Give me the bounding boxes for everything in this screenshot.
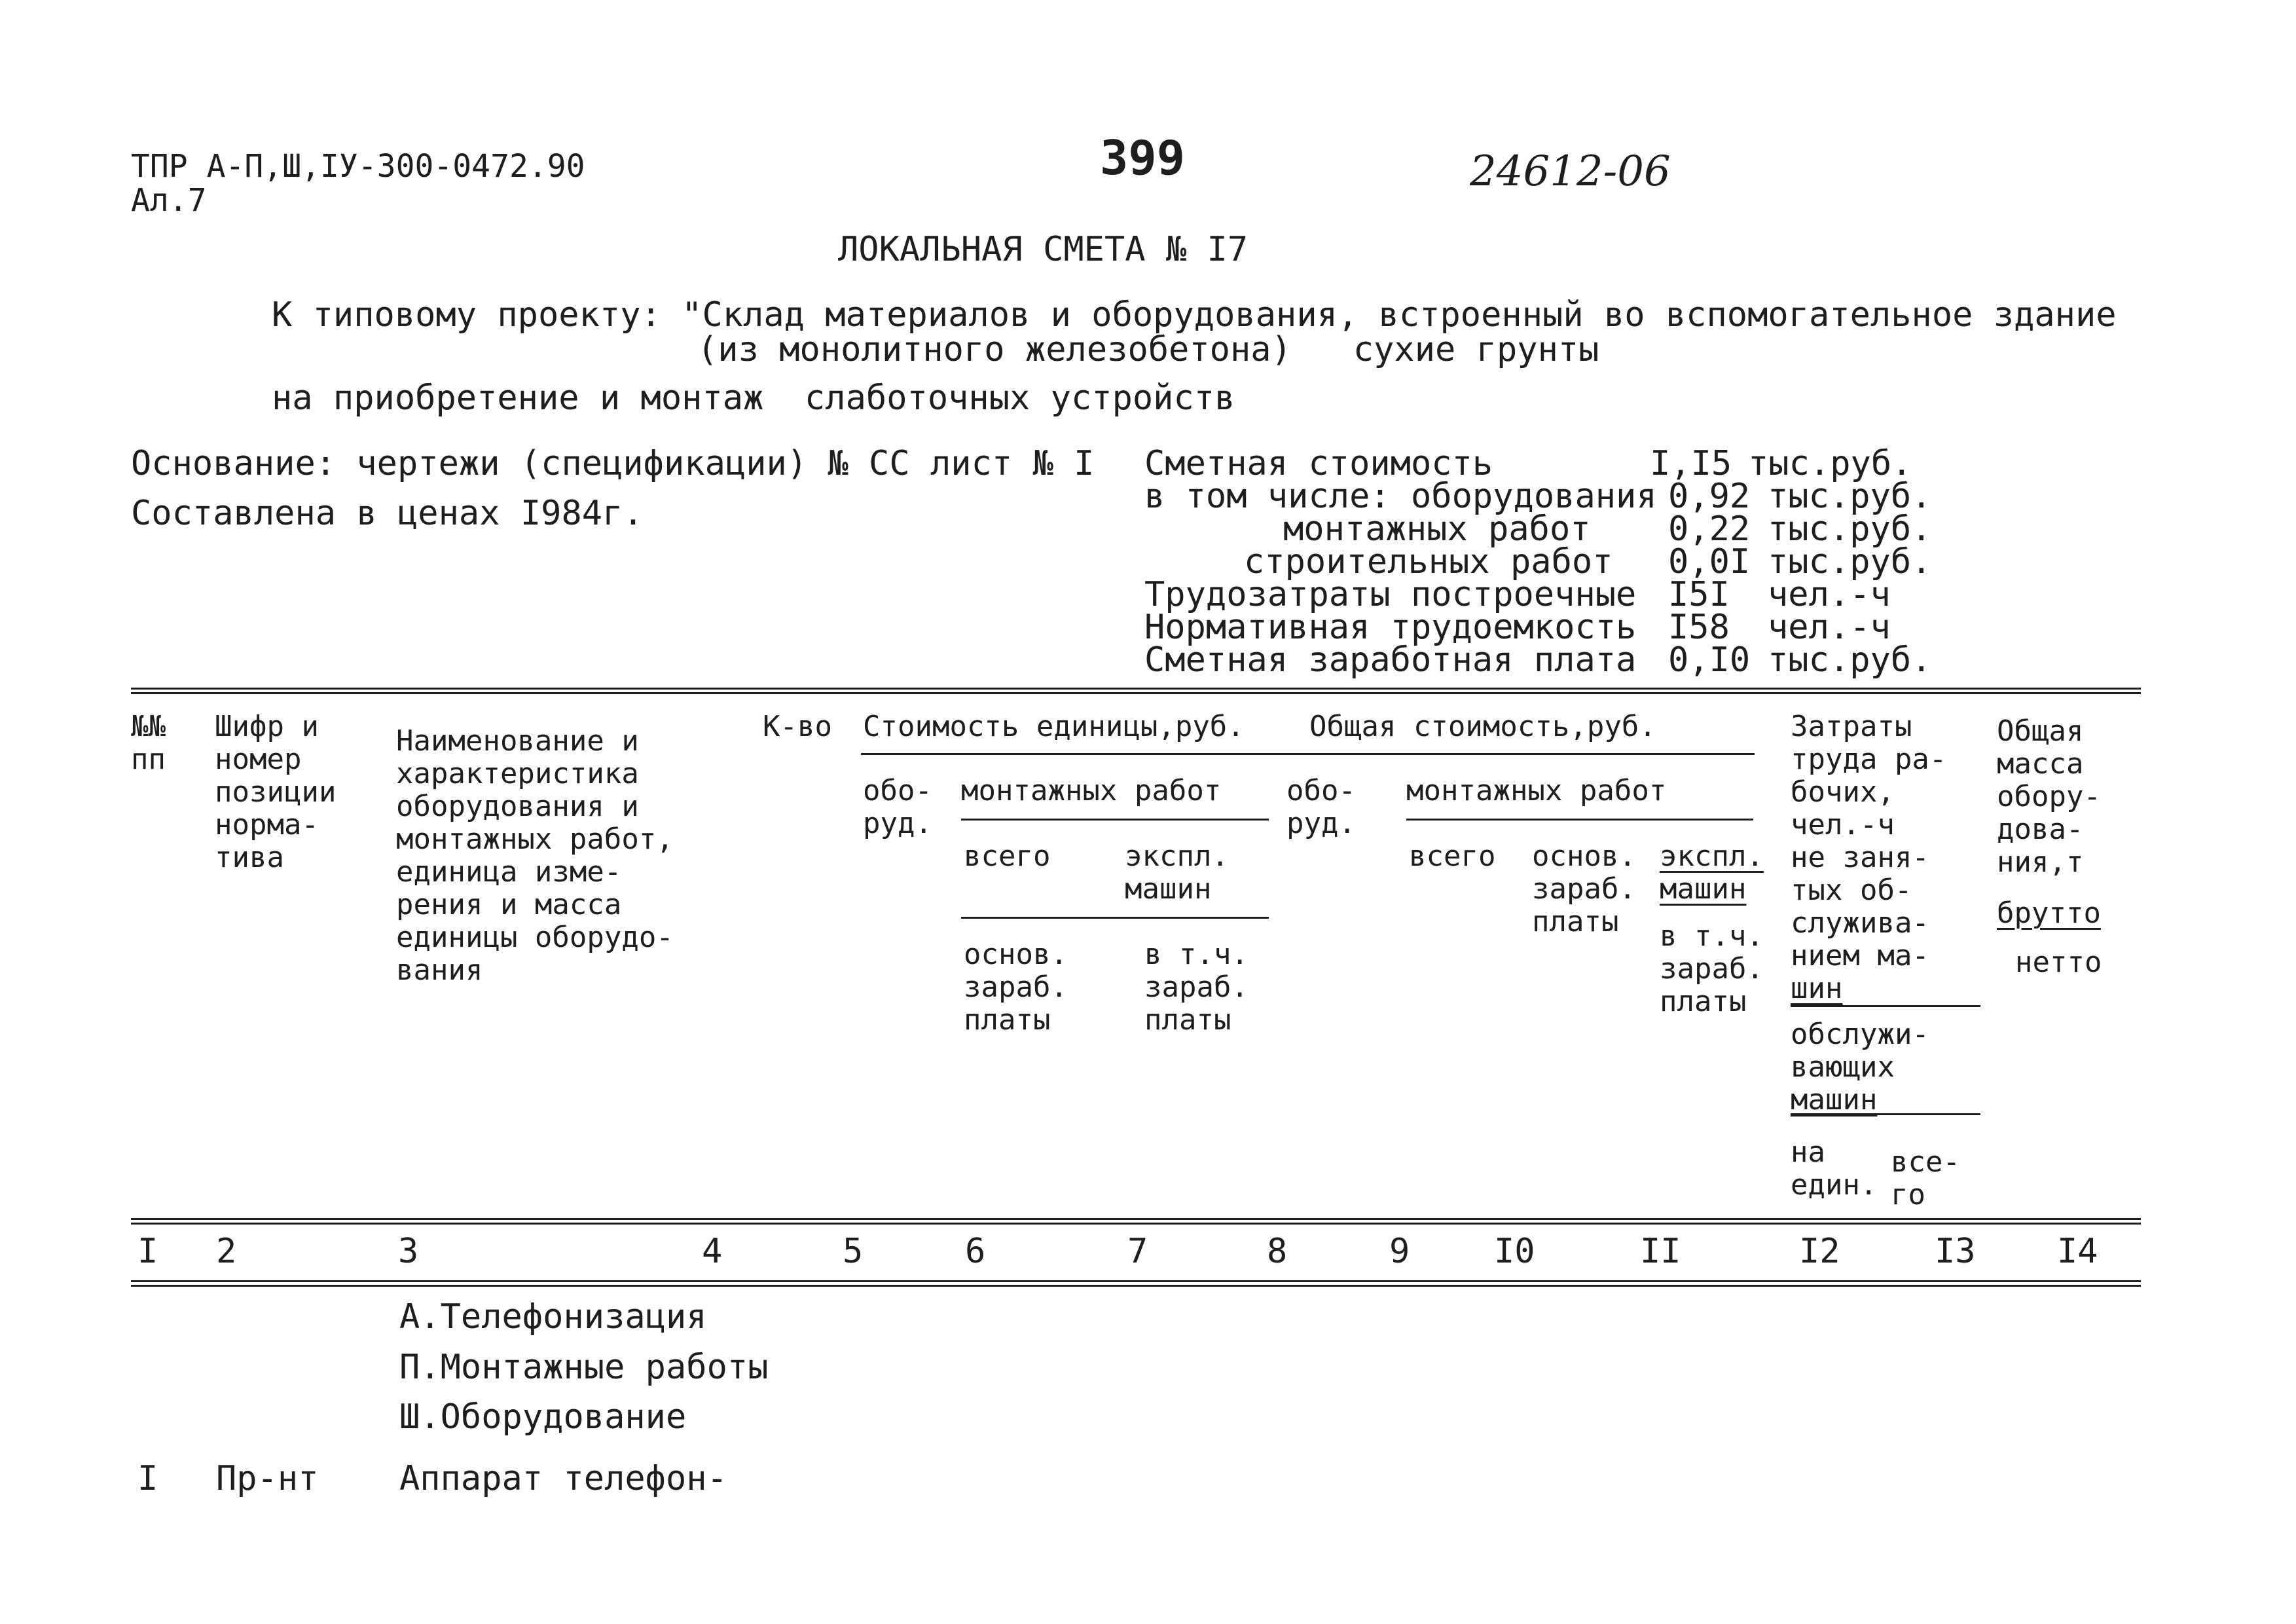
column-number: II [1640, 1232, 1681, 1271]
column-number: 9 [1389, 1232, 1410, 1271]
row-number: I [137, 1459, 158, 1498]
summary-label: Сметная стоимость [1144, 444, 1493, 483]
column-number: I2 [1799, 1232, 1840, 1271]
column-number: 4 [702, 1232, 723, 1271]
header-mass: Общая масса обору- дова- ния,т [1997, 714, 2101, 879]
header-mount-unit-total: всего [964, 840, 1051, 873]
summary-value: I5I [1668, 575, 1730, 614]
table-top-rule [131, 688, 2141, 694]
column-number: 6 [965, 1232, 986, 1271]
header-name: Наименование и характеристика оборудования и монтажных работ, единица изме- рения и масса единицы оборудо- вания [396, 724, 674, 987]
summary-value: 0,22 [1668, 509, 1751, 549]
project-line-3: на приобретение и монтаж слаботочных устройств [272, 378, 1235, 418]
header-quantity: К-во [763, 710, 832, 743]
column-number: I [137, 1232, 158, 1271]
header-labor-machines-tail: шин [1791, 972, 1843, 1005]
summary-unit: чел.-ч [1768, 575, 1891, 614]
header-mount-unit-incl-wages: в т.ч. зараб. платы [1144, 938, 1248, 1037]
header-labor-per-unit: на един. [1791, 1135, 1878, 1202]
column-number: 3 [398, 1232, 419, 1271]
labor-rule-1 [1791, 1005, 1980, 1007]
header-mount-total-incl-wages: в т.ч. зараб. платы [1660, 919, 1764, 1018]
summary-label: монтажных работ [1283, 509, 1591, 549]
summary-label: строительных работ [1244, 542, 1613, 581]
mount2-rule [1406, 819, 1753, 821]
archive-number: 24612-06 [1470, 147, 1671, 196]
column-number: I4 [2057, 1232, 2098, 1271]
summary-value: 0,I0 [1668, 640, 1751, 680]
summary-unit: чел.-ч [1768, 608, 1891, 647]
section-heading: Ш.Оборудование [399, 1397, 687, 1437]
column-number: 7 [1127, 1232, 1148, 1271]
row-name: Аппарат телефон- [399, 1459, 727, 1498]
header-mount-total: монтажных работ [1406, 774, 1667, 807]
page-number: 399 [1100, 130, 1186, 185]
header-mount-unit-machines: экспл. машин [1125, 840, 1229, 906]
header-mass-net: нетто [2015, 946, 2102, 979]
column-number: 2 [216, 1232, 237, 1271]
header-row-number: №№ пп [131, 710, 166, 776]
price-base-line: Составлена в ценах I984г. [131, 494, 644, 533]
cost-header-rule [861, 753, 1755, 755]
basis-line: Основание: чертежи (спецификации) № СС лист № I [131, 444, 1095, 483]
column-number: 5 [843, 1232, 864, 1271]
mount1-rule [961, 819, 1269, 821]
document-code: ТПР А-П,Ш,IУ-300-0472.90 [131, 148, 585, 185]
summary-unit: тыс.руб. [1748, 444, 1912, 483]
summary-unit: тыс.руб. [1768, 509, 1932, 549]
summary-value: I,I5 [1650, 444, 1732, 483]
header-mount-unit: монтажных работ [961, 774, 1222, 807]
summary-label: Трудозатраты построечные [1144, 575, 1637, 614]
summary-label: Сметная заработная плата [1144, 640, 1637, 680]
header-mount-total-wages: основ. зараб. платы [1532, 840, 1636, 938]
section-heading: А.Телефонизация [399, 1297, 707, 1337]
row-code: Пр-нт [216, 1459, 319, 1498]
header-labor-total: все- го [1891, 1145, 1960, 1211]
project-line-2: (из монолитного железобетона) сухие грунты [697, 330, 1599, 369]
summary-value: 0,92 [1668, 477, 1751, 516]
header-mass-gross: брутто [1997, 896, 2101, 930]
header-labor-serving: обслужи- вающих [1791, 1018, 1929, 1084]
header-labor: Затраты труда ра- бочих, чел.-ч не заня- тых об- служива- нием ма- [1791, 710, 1947, 972]
summary-value: I58 [1668, 608, 1730, 647]
column-numbers-rule [131, 1280, 2141, 1287]
summary-label: в том числе: оборудования [1144, 477, 1657, 516]
column-number: I3 [1935, 1232, 1976, 1271]
header-mount-total-machines: экспл. машин [1660, 840, 1764, 906]
column-number: I0 [1494, 1232, 1535, 1271]
mount1-sub-rule [961, 917, 1269, 919]
column-number: 8 [1267, 1232, 1288, 1271]
summary-label: Нормативная трудоемкость [1144, 608, 1637, 647]
section-heading: П.Монтажные работы [399, 1348, 769, 1387]
header-equipment-total: обо- руд. [1286, 774, 1356, 840]
header-total-cost: Общая стоимость,руб. [1309, 710, 1656, 743]
header-labor-serving-machines: машин [1791, 1083, 1878, 1116]
project-line-1: К типовому проекту: "Склад материалов и оборудования, встроенный во вспомогательное здание [272, 295, 2117, 335]
estimate-title: ЛОКАЛЬНАЯ СМЕТА № I7 [838, 230, 1248, 269]
header-bottom-rule [131, 1218, 2141, 1225]
header-mount-total-all: всего [1409, 840, 1496, 873]
header-equipment-unit: обо- руд. [863, 774, 932, 840]
summary-unit: тыс.руб. [1768, 640, 1932, 680]
summary-unit: тыс.руб. [1768, 477, 1932, 516]
header-mount-unit-wages: основ. зараб. платы [964, 938, 1068, 1037]
header-code: Шифр и номер позиции норма- тива [215, 710, 337, 874]
header-unit-cost: Стоимость единицы,руб. [863, 710, 1245, 743]
album-number: Ал.7 [131, 182, 207, 219]
summary-value: 0,0I [1668, 542, 1751, 581]
summary-unit: тыс.руб. [1768, 542, 1932, 581]
